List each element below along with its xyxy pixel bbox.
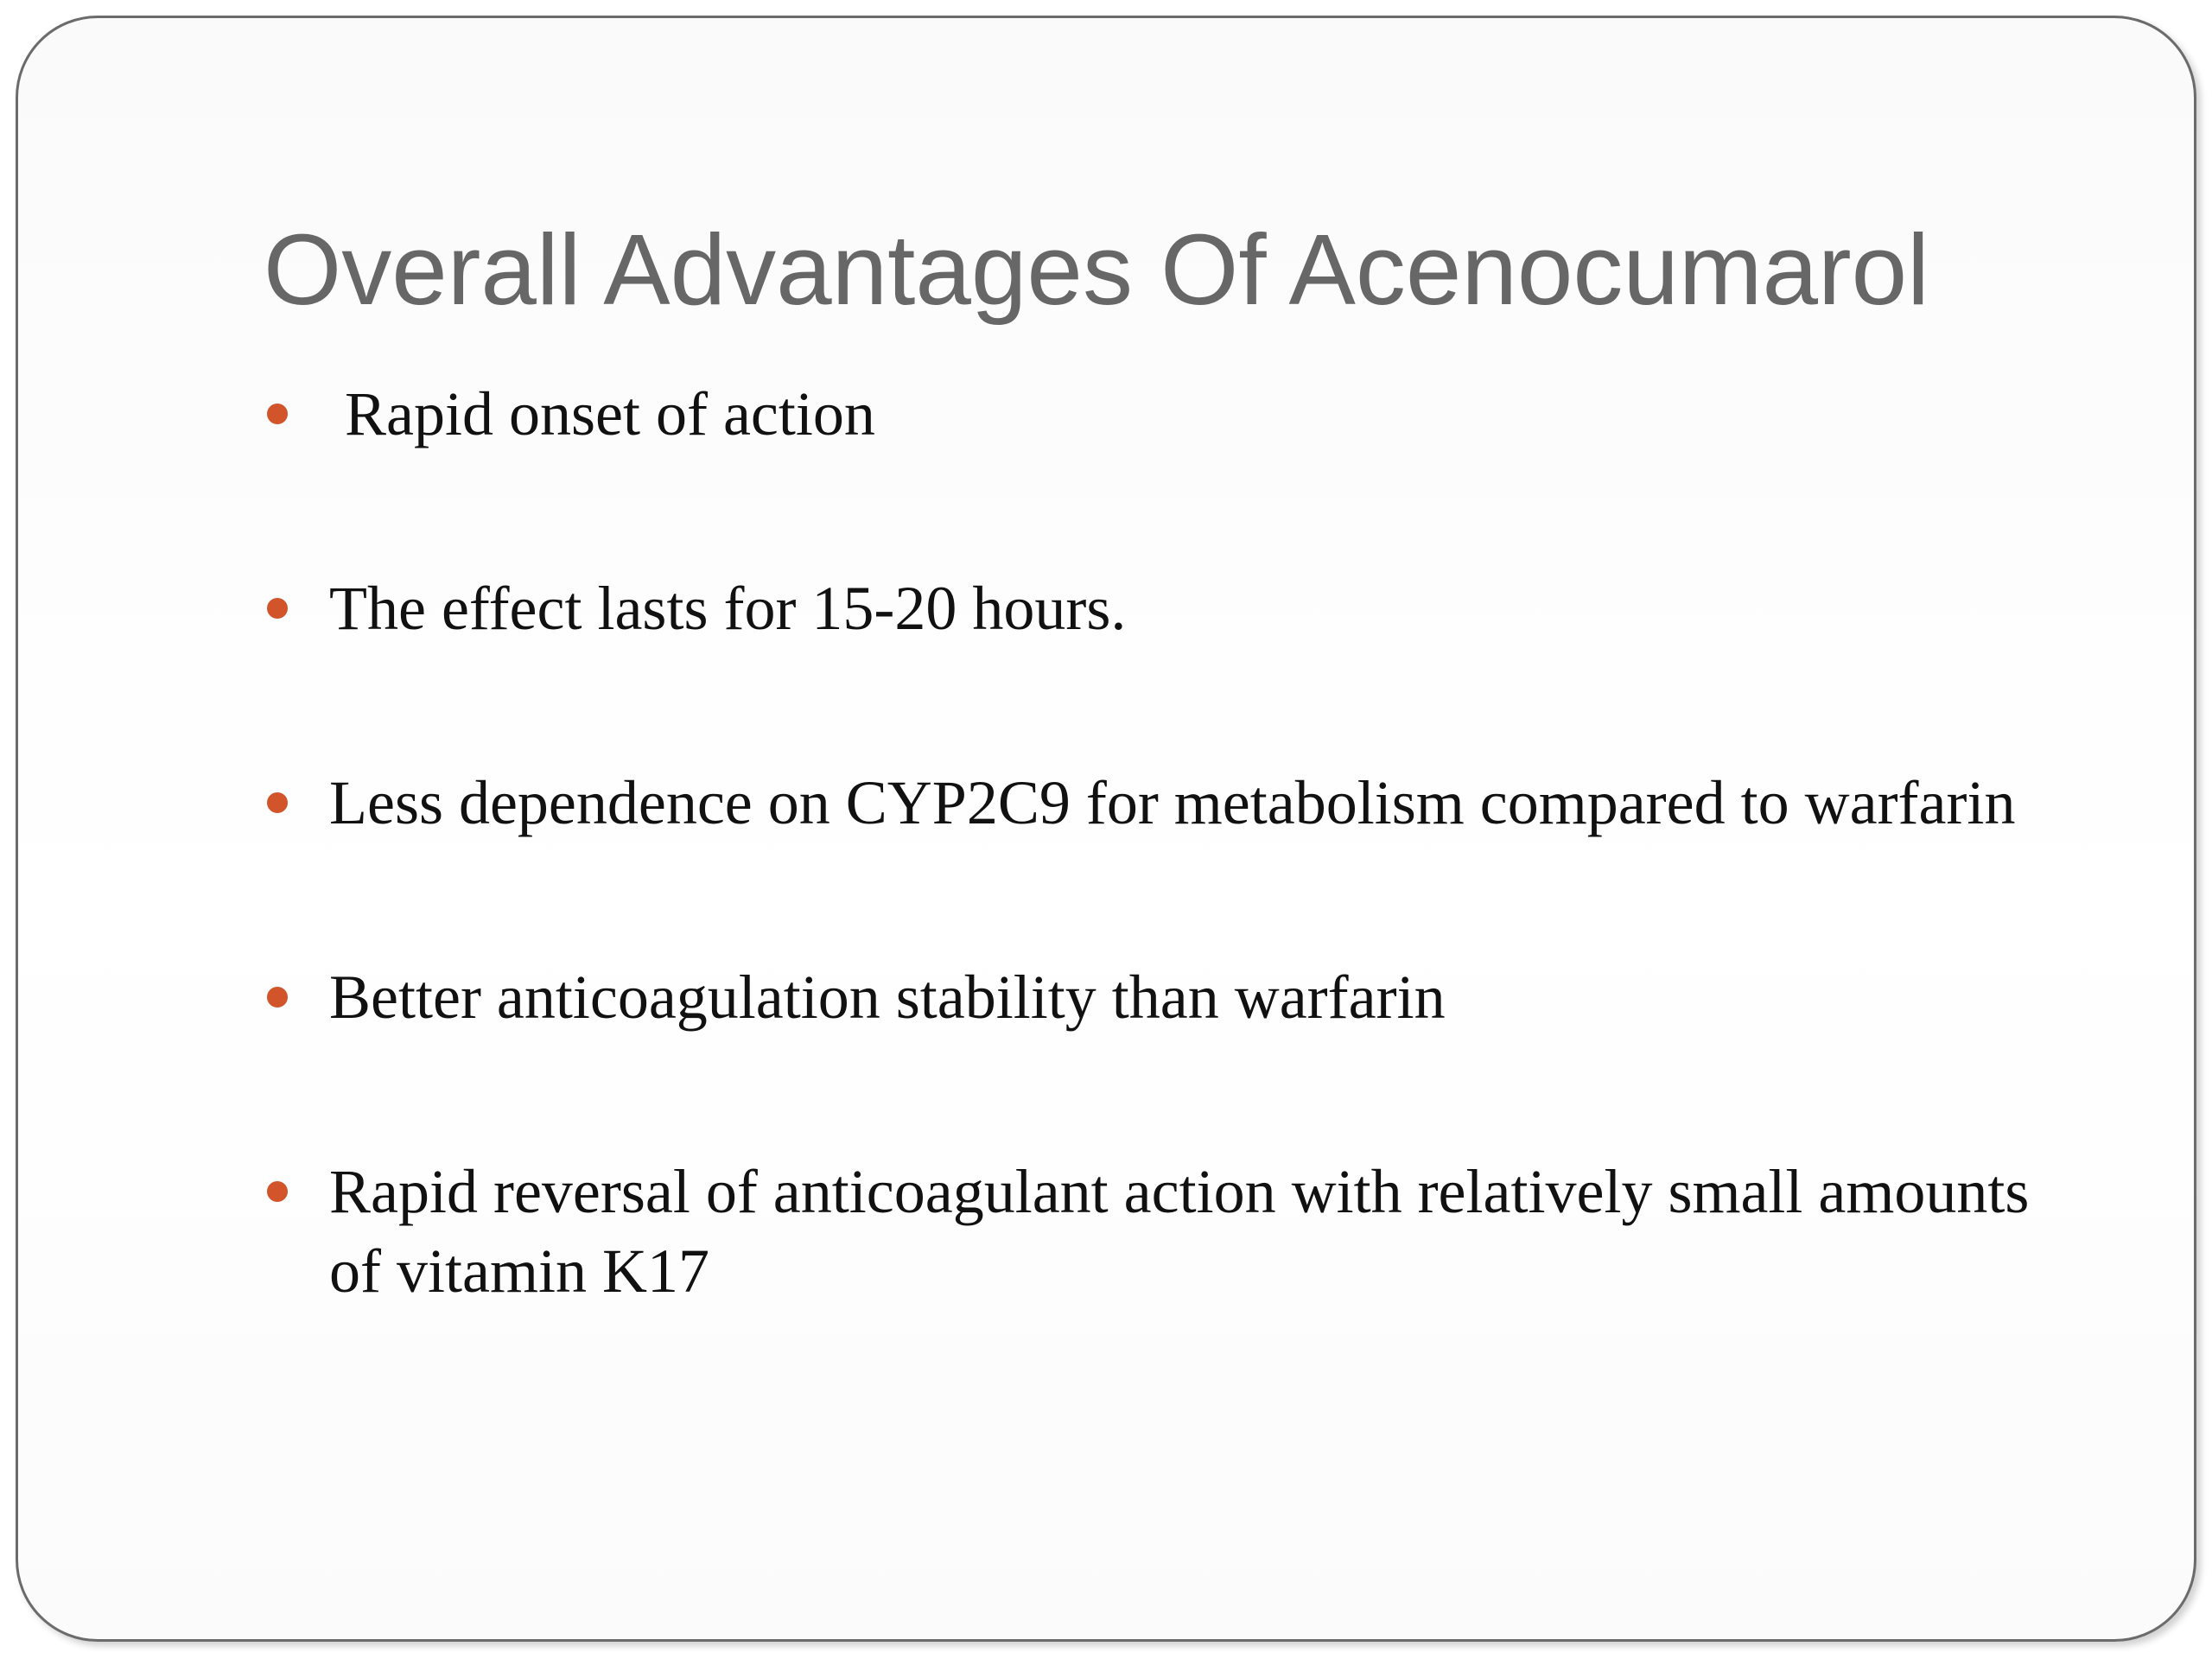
bullet-text: Less dependence on CYP2C9 for metabolism compared to warfarin [329,768,2016,837]
bullet-text: Rapid reversal of anticoagulant action with relatively small amounts of vitamin K17 [329,1157,2030,1306]
bullet-dot-icon [267,1181,288,1202]
slide-frame [16,16,2196,1642]
bullet-dot-icon [267,598,288,619]
bullet-dot-icon [267,987,288,1007]
bullet-text: The effect lasts for 15-20 hours. [329,574,1127,643]
slide-title: Overall Advantages Of Acenocumarol [264,213,1929,326]
bullet-dot-icon [267,404,288,424]
bullet-dot-icon [267,792,288,813]
bullet-text: Better anticoagulation stability than warfarin [329,963,1446,1032]
bullet-text: Rapid onset of action [345,379,875,448]
bullet-list [264,374,2044,1426]
list-item [264,957,2044,1037]
list-item [264,569,2044,648]
list-item [264,1152,2044,1311]
list-item [264,374,2044,454]
list-item [264,763,2044,842]
